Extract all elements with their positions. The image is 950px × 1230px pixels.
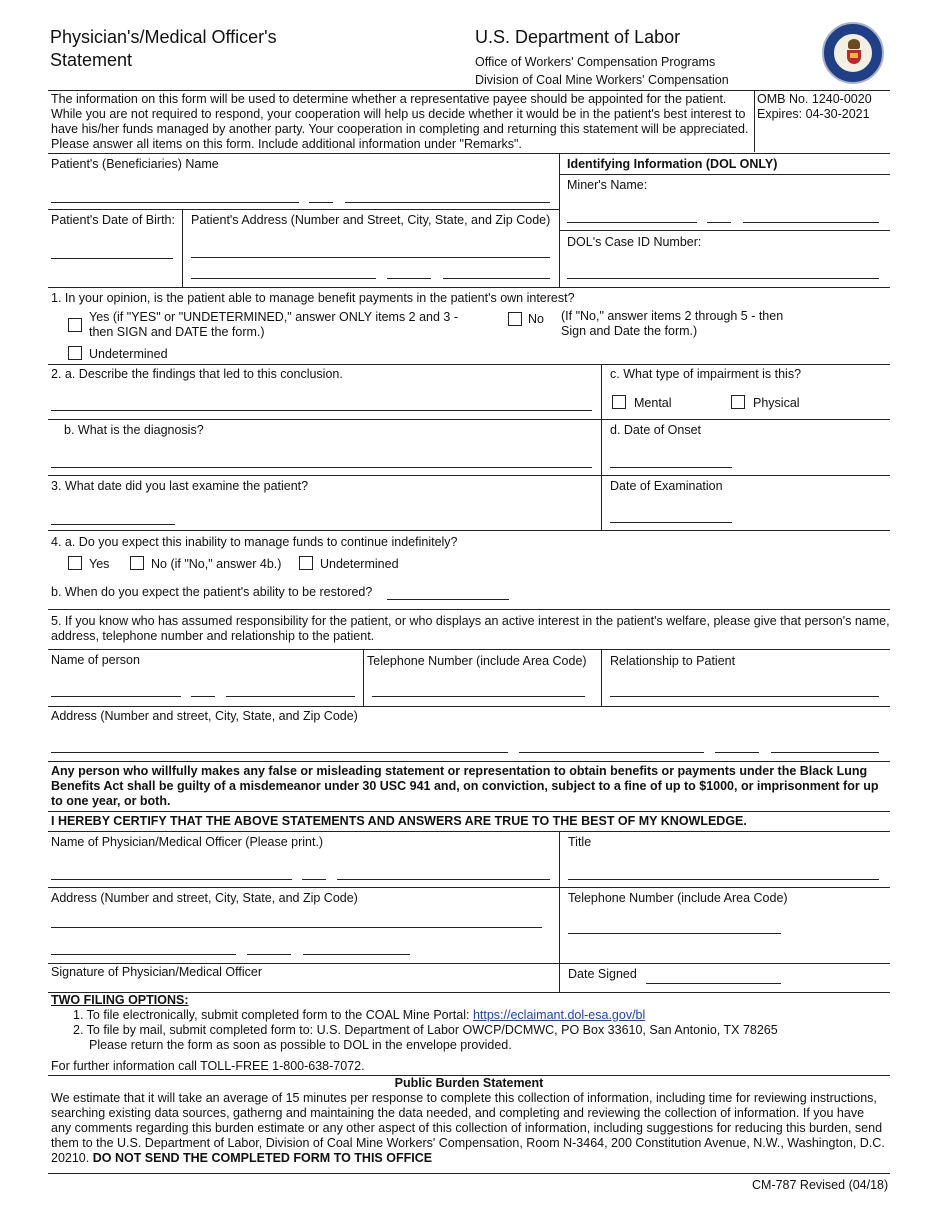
- q4a-undetermined-label: Undetermined: [320, 557, 399, 571]
- q5-address-city-field[interactable]: [519, 752, 704, 753]
- physician-address-zip-field[interactable]: [303, 954, 410, 955]
- omb-expiration: Expires: 04-30-2021: [757, 107, 870, 121]
- q5-relationship-field[interactable]: [610, 696, 879, 697]
- patient-dob-label: Patient's Date of Birth:: [51, 213, 175, 227]
- division-name: Division of Coal Mine Workers' Compensation: [475, 73, 729, 87]
- q2c-label: c. What type of impairment is this?: [610, 367, 802, 381]
- toll-free-info: For further information call TOLL-FREE 1-800-638-7072.: [51, 1059, 365, 1073]
- q2c-mental-checkbox[interactable]: [612, 395, 626, 409]
- date-signed-label: Date Signed: [568, 967, 637, 981]
- form-id: CM-787 Revised (04/18): [752, 1178, 889, 1192]
- certification-statement: I HEREBY CERTIFY THAT THE ABOVE STATEMENTS AND ANSWERS ARE TRUE TO THE BEST OF MY KNOWLEDGE.: [51, 814, 747, 828]
- q2c-physical-checkbox[interactable]: [731, 395, 745, 409]
- q4a-yes-checkbox[interactable]: [68, 556, 82, 570]
- q2a-label: 2. a. Describe the findings that led to this conclusion.: [51, 367, 343, 381]
- burden-line4: them to the U.S. Department of Labor, Division of Coal Mine Workers' Compensation, Room N-3464, 200 Constitution Avenue, N.W., Washington, D.C.: [51, 1136, 885, 1150]
- physician-phone-field[interactable]: [568, 933, 781, 934]
- miner-last-name-field[interactable]: [743, 222, 879, 223]
- miner-name-field[interactable]: [567, 222, 697, 223]
- q5-text-line2: address, telephone number and relationship to the patient.: [51, 629, 375, 643]
- burden-line5-text: 20210.: [51, 1151, 93, 1165]
- dol-only-heading: Identifying Information (DOL ONLY): [567, 157, 778, 171]
- q1-yes-label-line2: then SIGN and DATE the form.): [89, 325, 265, 339]
- filing-option-electronic: [73, 1008, 645, 1023]
- physician-name-label: Name of Physician/Medical Officer (Please print.): [51, 835, 324, 849]
- warning-line3: to one year, or both.: [51, 794, 171, 808]
- physician-address-city-field[interactable]: [51, 954, 236, 955]
- physician-signature-label: Signature of Physician/Medical Officer: [51, 965, 262, 979]
- dol-case-id-label: DOL's Case ID Number:: [567, 235, 702, 249]
- q5-phone-field[interactable]: [372, 696, 585, 697]
- patient-address-city-field[interactable]: [191, 278, 376, 279]
- q1-yes-checkbox[interactable]: [68, 318, 82, 332]
- q2c-mental-label: Mental: [634, 396, 672, 410]
- q2b-diagnosis-field[interactable]: [51, 467, 592, 468]
- form-title-line2: Statement: [50, 50, 133, 70]
- patient-name-label: Patient's (Beneficiaries) Name: [51, 157, 219, 171]
- q1-no-note-line1: (If "No," answer items 2 through 5 - then: [561, 309, 784, 323]
- q3-label: 3. What date did you last examine the patient?: [51, 479, 309, 493]
- q5-last-name-field[interactable]: [226, 696, 355, 697]
- burden-heading: Public Burden Statement: [394, 1076, 544, 1090]
- miner-name-label: Miner's Name:: [567, 178, 648, 192]
- filing-option-mail-note: Please return the form as soon as possible to DOL in the envelope provided.: [89, 1038, 512, 1052]
- physician-last-name-field[interactable]: [337, 879, 550, 880]
- q5-address-zip-field[interactable]: [771, 752, 879, 753]
- burden-line5: [51, 1151, 432, 1166]
- do-not-send-notice: DO NOT SEND THE COMPLETED FORM TO THIS OFFICE: [92, 1151, 433, 1165]
- q4a-undetermined-checkbox[interactable]: [299, 556, 313, 570]
- warning-line1: Any person who willfully makes any false or misleading statement or representation to obtain benefits or payments under the Black Lung: [51, 764, 868, 778]
- physician-title-label: Title: [568, 835, 592, 849]
- coal-mine-portal-link[interactable]: https://eclaimant.dol-esa.gov/bl: [472, 1008, 646, 1022]
- physician-address-state-field[interactable]: [247, 954, 291, 955]
- burden-line3: any comments regarding this burden estimate or any other aspect of this collection of information, including suggestions for reducing this burden, send: [51, 1121, 883, 1135]
- q1-no-checkbox[interactable]: [508, 312, 522, 326]
- q1-undetermined-checkbox[interactable]: [68, 346, 82, 360]
- patient-address-state-field[interactable]: [387, 278, 431, 279]
- omb-number: OMB No. 1240-0020: [757, 92, 872, 106]
- q5-name-label: Name of person: [51, 653, 140, 667]
- q5-phone-label: Telephone Number (include Area Code): [367, 654, 587, 668]
- q1-yes-label-line1: Yes (if "YES" or "UNDETERMINED," answer ONLY items 2 and 3 -: [89, 310, 459, 324]
- physician-phone-label: Telephone Number (include Area Code): [568, 891, 788, 905]
- patient-last-name-field[interactable]: [345, 202, 550, 203]
- dol-case-id-field[interactable]: [567, 278, 879, 279]
- q1-no-label: No: [528, 312, 544, 326]
- patient-name-field[interactable]: [51, 202, 299, 203]
- patient-address-label: Patient's Address (Number and Street, City, State, and Zip Code): [191, 213, 551, 227]
- physician-address-street-field[interactable]: [51, 927, 542, 928]
- q5-address-label: Address (Number and street, City, State, and Zip Code): [51, 709, 358, 723]
- q3-exam-date-label: Date of Examination: [610, 479, 723, 493]
- intro-line4: Please answer all items on this form. Include additional information under "Remarks".: [51, 137, 522, 151]
- q5-name-field[interactable]: [51, 696, 181, 697]
- physician-address-label: Address (Number and street, City, State, and Zip Code): [51, 891, 358, 905]
- physician-title-field[interactable]: [568, 879, 879, 880]
- q4a-no-checkbox[interactable]: [130, 556, 144, 570]
- q3-exam-date-field[interactable]: [610, 522, 732, 523]
- patient-address-zip-field[interactable]: [443, 278, 550, 279]
- patient-middle-initial-field[interactable]: [309, 202, 333, 203]
- burden-line2: searching existing data sources, gatherng and maintaining the data needed, and completing and reviewing the collection of information. If you have: [51, 1106, 865, 1120]
- miner-middle-initial-field[interactable]: [707, 222, 731, 223]
- dol-seal-icon: [822, 22, 884, 84]
- patient-dob-field[interactable]: [51, 258, 173, 259]
- q5-address-state-field[interactable]: [715, 752, 759, 753]
- patient-address-street-field[interactable]: [191, 257, 550, 258]
- q1-undetermined-label: Undetermined: [89, 347, 168, 361]
- q5-address-street-field[interactable]: [51, 752, 508, 753]
- filing-options-heading: TWO FILING OPTIONS:: [51, 993, 189, 1007]
- q3-last-exam-field[interactable]: [51, 524, 175, 525]
- form-title-line1: Physician's/Medical Officer's: [50, 27, 277, 47]
- q2b-label: b. What is the diagnosis?: [64, 423, 204, 437]
- intro-line3: have his/her funds managed by another party. Your cooperation in completing and returning this statement will be appreciated.: [51, 122, 749, 136]
- q1-question: 1. In your opinion, is the patient able to manage benefit payments in the patient's own interest?: [51, 291, 575, 305]
- department-name: U.S. Department of Labor: [475, 27, 681, 47]
- q2d-label: d. Date of Onset: [610, 423, 702, 437]
- q5-text-line1: 5. If you know who has assumed responsibility for the patient, or who displays an active interest in the patient's welfare, please give that person's name,: [51, 614, 890, 628]
- q2c-physical-label: Physical: [753, 396, 800, 410]
- filing-option-mail: 2. To file by mail, submit completed form to: U.S. Department of Labor OWCP/DCMWC, PO Box 33610, San Antonio, TX 78265: [73, 1023, 778, 1037]
- intro-line2: While you are not required to respond, your cooperation will help us decide whether it would be in the patient's best interest to: [51, 107, 746, 121]
- office-name: Office of Workers' Compensation Programs: [475, 55, 716, 69]
- warning-line2: Benefits Act shall be guilty of a misdemeanor under 30 USC 941 and, on conviction, subject to a fine of up to $1000, or imprisonment for up: [51, 779, 879, 793]
- intro-line1: The information on this form will be used to determine whether a representative payee should be appointed for the patient.: [51, 92, 727, 106]
- physician-middle-initial-field[interactable]: [302, 879, 326, 880]
- q4a-no-label: No (if "No," answer 4b.): [151, 557, 282, 571]
- q4a-yes-label: Yes: [89, 557, 110, 571]
- burden-line1: We estimate that it will take an average of 15 minutes per response to complete this collection of information, including time for reviewing instructions,: [51, 1091, 877, 1105]
- q5-relationship-label: Relationship to Patient: [610, 654, 736, 668]
- q1-no-note-line2: Sign and Date the form.): [561, 324, 698, 338]
- physician-name-field[interactable]: [51, 879, 292, 880]
- date-signed-field[interactable]: [646, 983, 781, 984]
- q5-middle-initial-field[interactable]: [191, 696, 215, 697]
- q4b-restore-date-field[interactable]: [387, 599, 509, 600]
- q2d-onset-date-field[interactable]: [610, 467, 732, 468]
- filing-option-electronic-text: 1. To file electronically, submit completed form to the COAL Mine Portal:: [73, 1008, 473, 1022]
- q2a-findings-field[interactable]: [51, 410, 592, 411]
- q4b-label: b. When do you expect the patient's ability to be restored?: [51, 585, 373, 599]
- q4a-label: 4. a. Do you expect this inability to manage funds to continue indefinitely?: [51, 535, 458, 549]
